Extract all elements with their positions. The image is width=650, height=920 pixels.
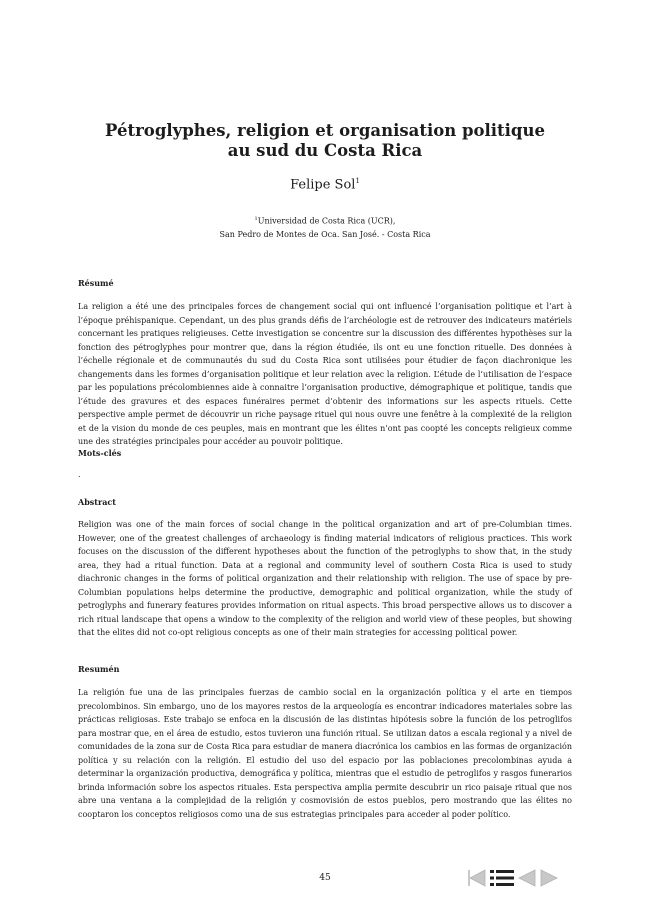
first-page-icon[interactable] xyxy=(468,869,486,887)
abstract-paragraph: Religion was one of the main forces of social change in the political organization and art of pre-Columbian times. However, one of the greatest challenges of archaeology is finding material indicators of religious practices. This work focuses on the discussion of the different hypotheses about the function of the petroglyphs to show that, in the study area, they had a ritual function. Data at a regional and community level of southern Costa Rica is used to study diachronic changes in the forms of political organization and their relationship with religion. The use of space by pre-Columbian populations helps determine the productive, demographic and political organization, while the study of petroglyphs and funerary features provides information on ritual aspects. This broad perspective allows us to discover a rich ritual landscape that opens a window to the complexity of the religion and world view of these peoples, but showing that the elites did not co-opt religious concepts as one of their main strategies for accessing political power. xyxy=(78,520,572,637)
affiliation xyxy=(0,213,650,241)
keywords-text: . xyxy=(78,470,81,479)
resume-heading: Résumé xyxy=(78,278,114,288)
previous-page-icon[interactable] xyxy=(518,869,536,887)
resumen-heading: Resumén xyxy=(78,664,120,674)
author-line xyxy=(0,177,650,192)
affiliation-line-1: Universidad de Costa Rica (UCR), xyxy=(257,216,396,226)
article-title xyxy=(60,121,590,161)
affiliation-marker: 1 xyxy=(254,216,258,222)
author-footnote-marker: 1 xyxy=(355,177,360,185)
author-name: Felipe Sol xyxy=(290,177,356,193)
abstract-heading: Abstract xyxy=(78,497,116,507)
table-of-contents-icon[interactable] xyxy=(490,869,514,887)
resumen-paragraph: La religión fue una de las principales fuerzas de cambio social en la organización política y el arte en tiempos precolombinos. Sin embargo, uno de los mayores restos de la arqueología es encontrar indicadores materiales sobre las prácticas religiosas. Este trabajo se enfoca en la discusión de las distintas hipótesis sobre la función de los petroglifos para mostrar que, en el área de estudio, estos tuvieron una función ritual. Se utilizan datos a escala regional y a nivel de comunidades de la zona sur de Costa Rica para estudiar de manera diacrónica los cambios en las formas de organización política y su relación con la religión. El estudio del uso del espacio por las poblaciones precolombinas ayuda a determinar la organización productiva, demográfica y política, mientras que el estudio de petroglifos y rasgos funerarios brinda información sobre los aspectos rituales. Esta perspectiva amplia permite descubrir un rico paisaje ritual que nos abre una ventana a la complejidad de la religión y cosmovisión de estos pueblos, pero mostrando que las élites no cooptaron los conceptos religiosos como una de sus estrategias principales para acceder al poder político. xyxy=(78,688,572,819)
title-line-1: Pétroglyphes, religion et organisation politique xyxy=(105,121,545,140)
next-page-icon[interactable] xyxy=(540,869,558,887)
resume-paragraph: La religion a été une des principales forces de changement social qui ont influencé l’organisation politique et l’art à l’époque préhispanique. Cependant, un des plus grands défis de l’archéologie est de retrouver des indicateurs matériels concernant les pratiques religieuses. Cette investigation se concentre sur la discussion des différentes hypothèses sur la fonction des pétroglyphes pour montrer que, dans la région étudiée, ils ont eu une fonction rituelle. Des données à l’échelle régionale et de communautés du sud du Costa Rica sont utilisées pour étudier de façon diachronique les changements dans les formes d’organisation politique et leur relation avec la religion. L’étude de l’utilisation de l’espace par les populations précolombiennes aide à connaitre l’organisation productive, démographique et politique, tandis que l’étude des gravures et des espaces funéraires permet d’obtenir des informations sur les aspects rituels. Cette perspective ample permet de découvrir un riche paysage rituel qui nous ouvre une fenêtre à la complexité de la religion et de la vision du monde de ces peuples, mais en montrant que les élites n’ont pas coopté les concepts religieux comme une des stratégies principales pour accéder au pouvoir politique. xyxy=(78,302,572,446)
title-line-2: au sud du Costa Rica xyxy=(227,141,423,160)
keywords-heading: Mots-clés xyxy=(78,448,122,458)
affiliation-line-2: San Pedro de Montes de Oca. San José. - Costa Rica xyxy=(219,229,431,239)
page-number: 45 xyxy=(319,873,331,883)
page-navigation xyxy=(468,869,562,887)
